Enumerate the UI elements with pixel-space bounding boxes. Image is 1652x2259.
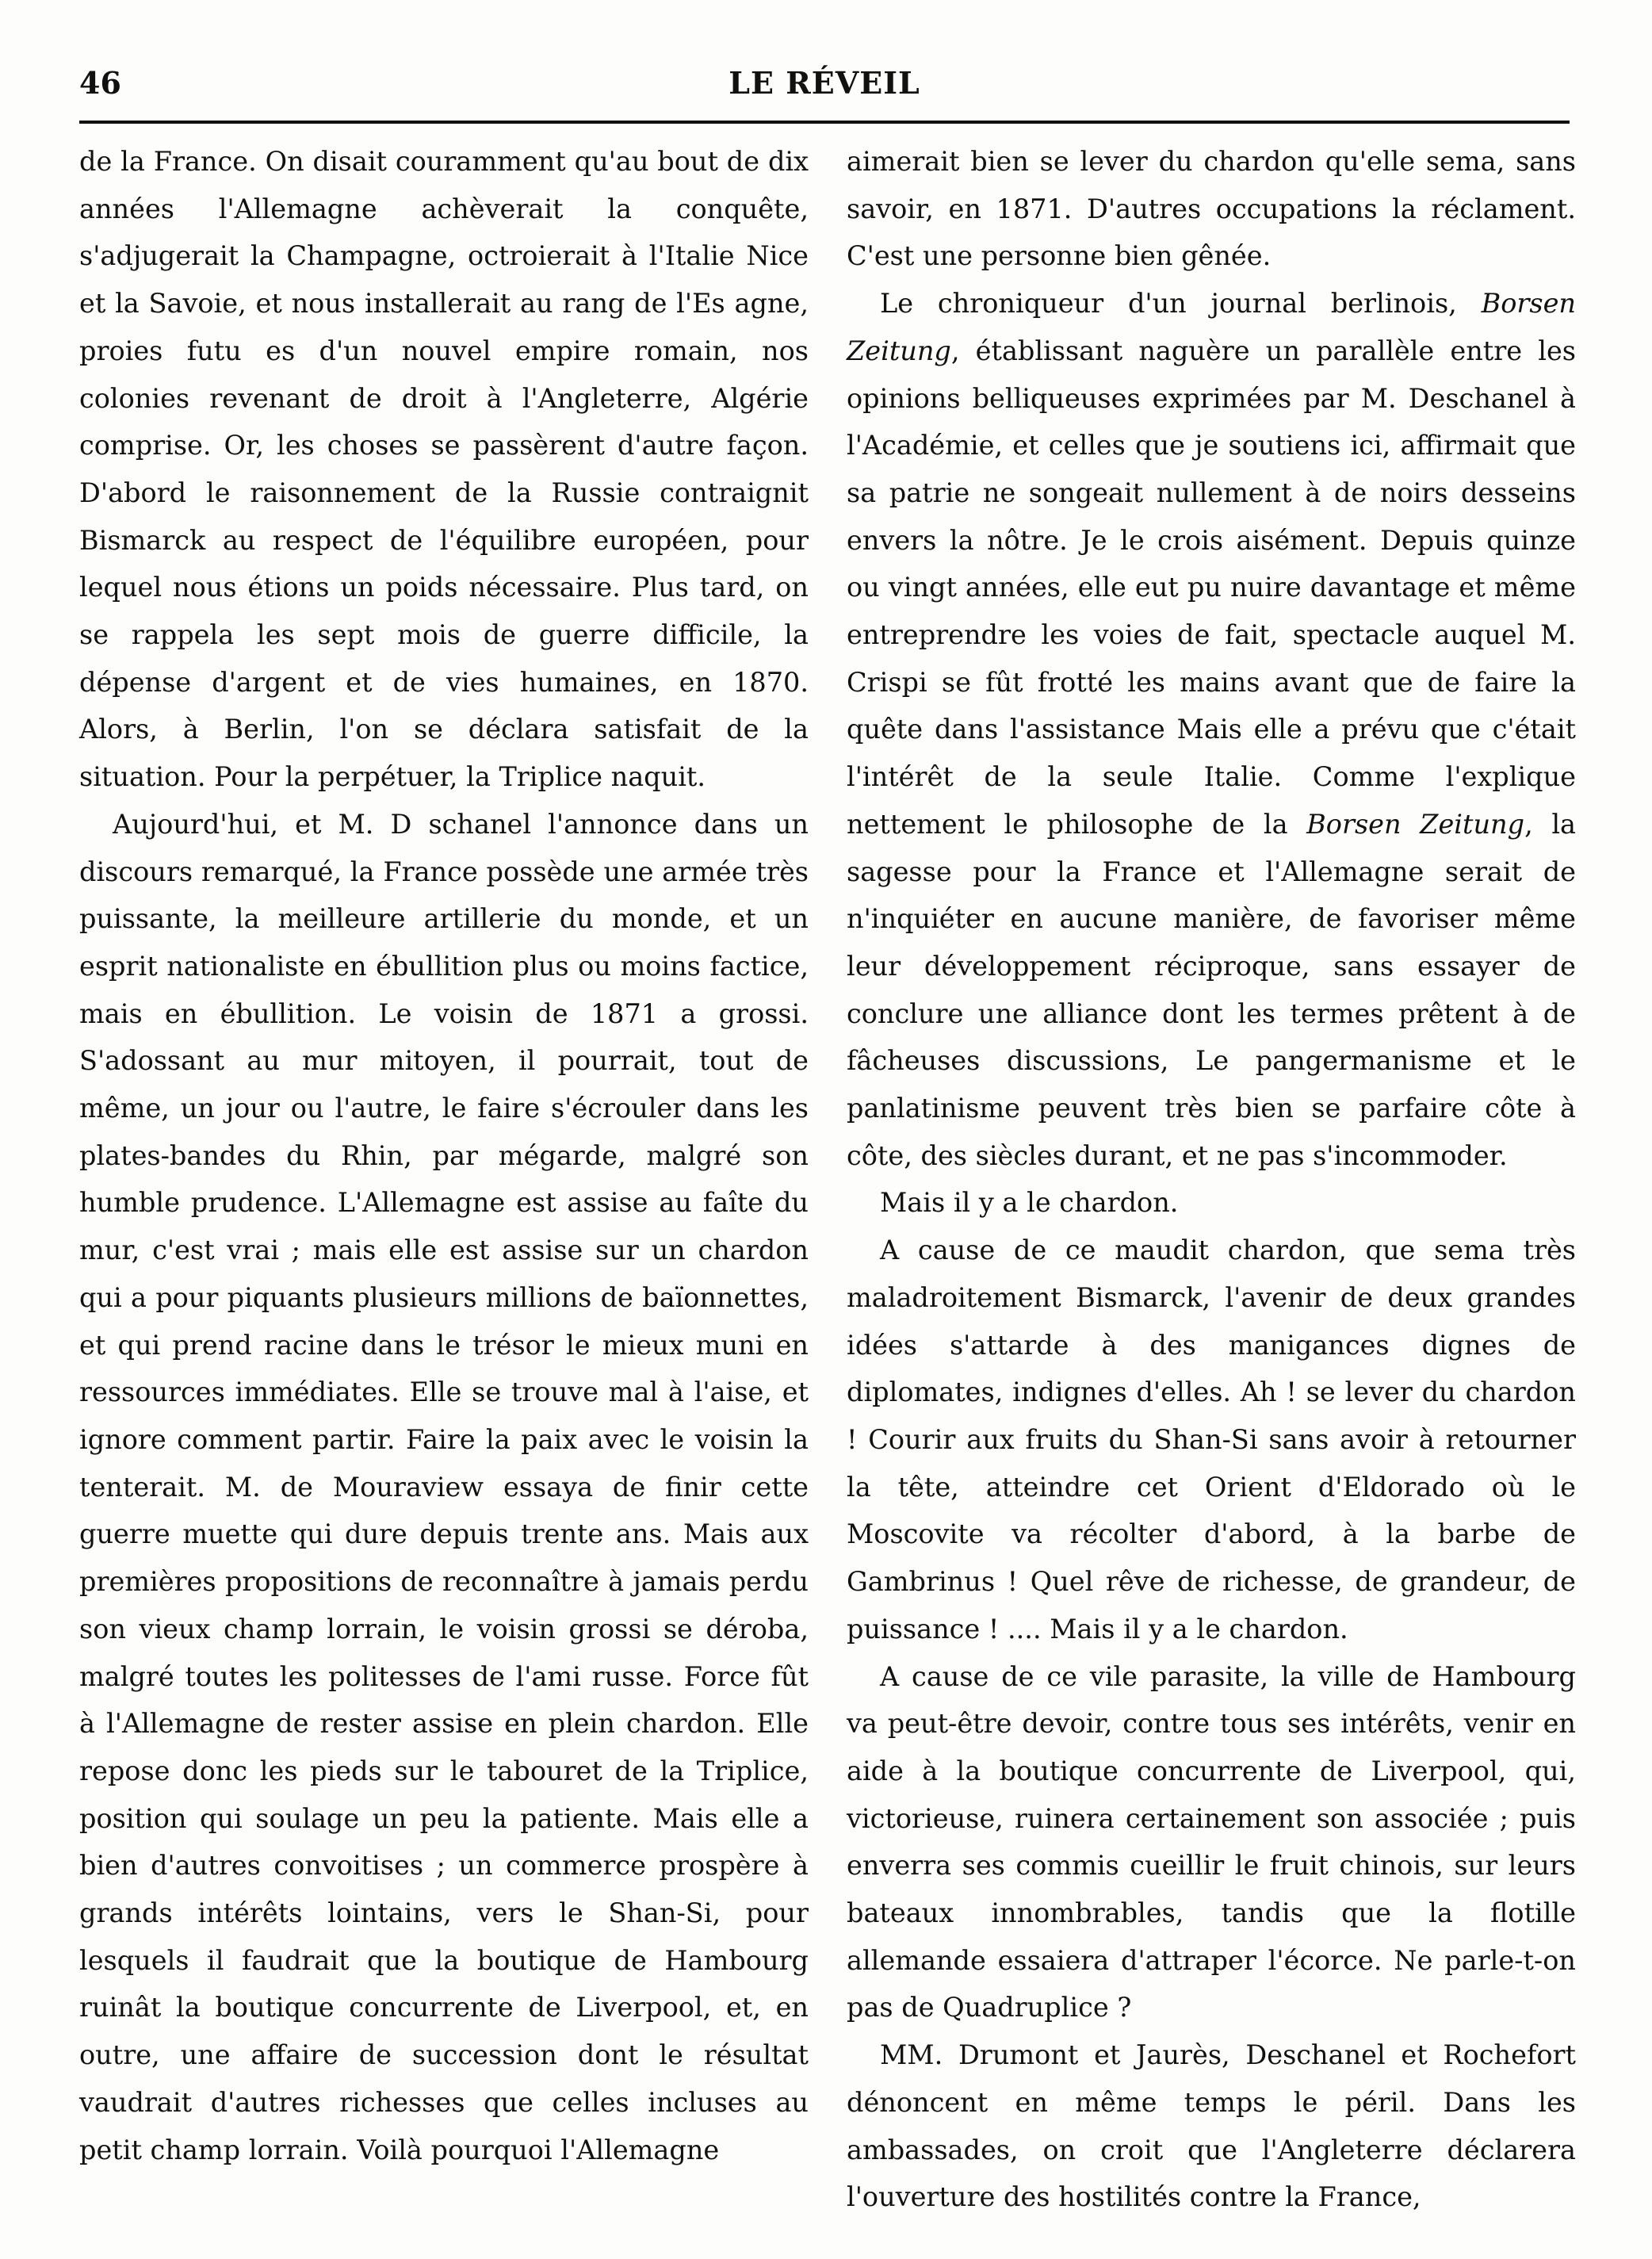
running-title: LE RÉVEIL [728, 65, 920, 101]
page-header [79, 65, 1570, 113]
paragraph: Aujourd'hui, et M. D schanel l'annonce dans un discours remarqué, la France possède une armée très puissante, la meilleure artillerie du monde, et un esprit nationaliste en ébullition plus ou moins factice, mais en ébullition. Le voisin de 1871 a grossi. S'adossant au mur mitoyen, il pourrait, tout de même, un jour ou l'autre, le faire s'écrouler dans les plates-bandes du Rhin, par mégarde, malgré son humble prudence. L'Allemagne est assise au faîte du mur, c'est vrai ; mais elle est assise sur un chardon qui a pour piquants plusieurs millions de baïonnettes, et qui prend racine dans le trésor le mieux muni en ressources immédiates. Elle se trouve mal à l'aise, et ignore comment partir. Faire la paix avec le voisin la tenterait. M. de Mouraview essaya de finir cette guerre muette qui dure depuis trente ans. Mais aux premières propositions de reconnaître à jamais perdu son vieux champ lorrain, le voisin grossi se déroba, malgré toutes les politesses de l'ami russe. Force fût à l'Allemagne de rester assise en plein chardon. Elle repose donc les pieds sur le tabouret de la Triplice, position qui soulage un peu la patiente. Mais elle a bien d'autres convoitises ; un commerce prospère à grands intérêts lointains, vers le Shan-Si, pour lesquels il faudrait que la boutique de Hambourg ruinât la boutique concurrente de Liverpool, et, en outre, une affaire de succession dont le résultat vaudrait d'autres richesses que celles incluses au petit champ lorrain. Voilà pourquoi l'Allemagne [79, 808, 809, 2165]
paragraph: MM. Drumont et Jaurès, Deschanel et Rochefort dénoncent en même temps le péril. Dans les ambassades, on croit que l'Angleterre déclarera l'ouverture des hostilités contre la France, [847, 2039, 1576, 2213]
paragraph: A cause de ce maudit chardon, que sema très maladroitement Bismarck, l'avenir de deux grandes idées s'attarde à des manigances dignes de diplomates, indignes d'elles. Ah ! se lever du chardon ! Courir aux fruits du Shan-Si sans avoir à retourner la tête, atteindre cet Orient d'Eldorado où le Moscovite va récolter d'abord, à la barbe de Gambrinus ! Quel rêve de richesse, de grandeur, de puissance ! .... Mais il y a le chardon. [847, 1235, 1576, 1644]
left-column [79, 138, 809, 2173]
paragraph: A cause de ce vile parasite, la ville de Hambourg va peut-être devoir, contre tous ses intérêts, venir en aide à la boutique concurrente de Liverpool, qui, victorieuse, ruinera certainement son associée ; puis enverra ses commis cueillir le fruit chinois, sur leurs bateaux innombrables, tandis que la flotille allemande essaiera d'attraper l'écorce. Ne parle-t-on pas de Quadruplice ? [847, 1660, 1576, 2024]
page-number: 46 [79, 65, 121, 101]
paragraph-text: , établissant naguère un parallèle entre les opinions belliqueuses exprimées par M. Deschanel à l'Académie, et celles que je soutiens ici, affirmait que sa patrie ne songeait nullement à de noirs desseins envers la nôtre. Je le crois aisément. Depuis quinze ou vingt années, elle eut pu nuire davantage et même entreprendre les voies de fait, spectacle auquel M. Crispi se fût frotté les mains avant que de faire la quête dans l'assistance Mais elle a prévu que c'était l'intérêt de la seule Italie. Comme l'explique nettement le philosophe de la [847, 335, 1576, 840]
newspaper-title: Borsen Zeitung [1306, 808, 1525, 840]
paragraph: Mais il y a le chardon. [880, 1187, 1179, 1219]
paragraph-text: , la sagesse pour la France et l'Allemagne serait de n'inquiéter en aucune manière, de favoriser même leur développement réciproque, sans essayer de conclure une alliance dont les termes prêtent à de fâcheuses discussions, Le pangermanisme et le panlatinisme peuvent très bien se parfaire côte à côte, des siècles durant, et ne pas s'incommoder. [847, 808, 1577, 1171]
newspaper-title: Borsen Zeitung [847, 288, 1576, 366]
header-rule [79, 121, 1570, 124]
paragraph: aimerait bien se lever du chardon qu'elle sema, sans savoir, en 1871. D'autres occupations la réclament. C'est une personne bien gênée. [847, 146, 1576, 272]
right-column [847, 138, 1576, 2221]
paragraph [847, 280, 1576, 1179]
paragraph: de la France. On disait couramment qu'au bout de dix années l'Allemagne achèverait la conquête, s'adjugerait la Champagne, octroierait à l'Italie Nice et la Savoie, et nous installerait au rang de l'Es agne, proies futu es d'un nouvel empire romain, nos colonies revenant de droit à l'Angleterre, Algérie comprise. Or, les choses se passèrent d'autre façon. D'abord le raisonnement de la Russie contraignit Bismarck au respect de l'équilibre européen, pour lequel nous étions un poids nécessaire. Plus tard, on se rappela les sept mois de guerre difficile, la dépense d'argent et de vies humaines, en 1870. Alors, à Berlin, l'on se déclara satisfait de la situation. Pour la perpétuer, la Triplice naquit. [79, 146, 809, 793]
paragraph-text: Le chroniqueur d'un journal berlinois, [880, 288, 1482, 320]
